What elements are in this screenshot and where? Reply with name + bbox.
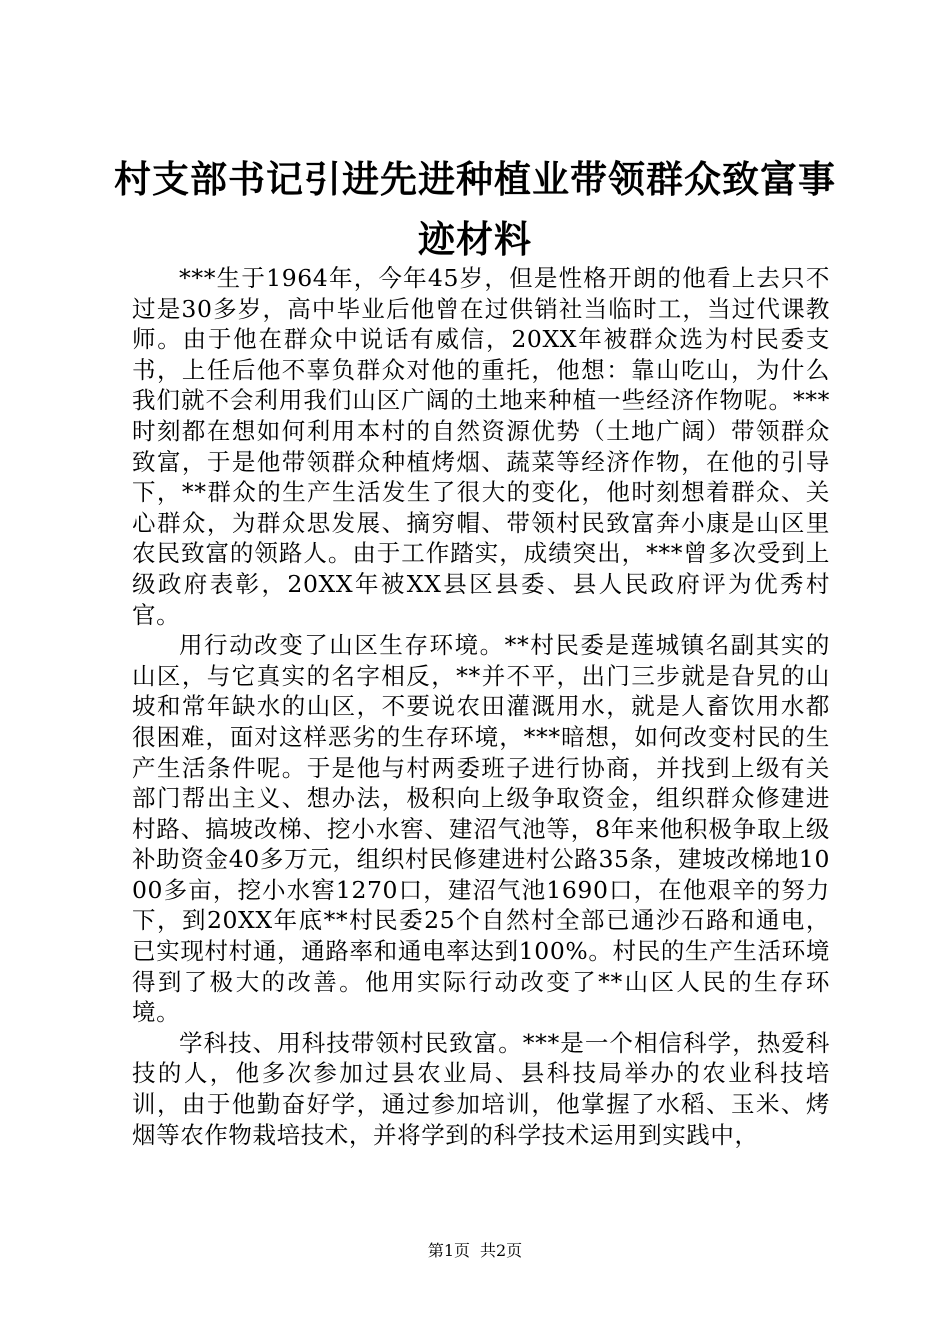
page-total: 共2页 xyxy=(480,1241,523,1260)
page-footer xyxy=(0,1240,950,1262)
paragraph-3: 学科技、用科技带领村民致富。***是一个相信科学，热爱科技的人，他多次参加过县农业局、县科技局举办的农业科技培训，由于他勤奋好学，通过参加培训，他掌握了水稻、玉米、烤烟等农作物栽培技术，并将学到的科学技术运用到实践中， xyxy=(132,1028,830,1149)
document-body xyxy=(132,263,830,1150)
paragraph-2: 用行动改变了山区生存环境。**村民委是莲城镇名副其实的山区，与它真实的名字相反，**并不平，出门三步就是旮旯的山坡和常年缺水的山区，不要说农田灌溉用水，就是人畜饮用水都很困难，面对这样恶劣的生存环境，***暗想，如何改变村民的生产生活条件呢。于是他与村两委班子进行协商，并找到上级有关部门帮出主义、想办法，极积向上级争取资金，组织群众修建进村路、搞坡改梯、挖小水窖、建沼气池等，8年来他积极争取上级补助资金40多万元，组织村民修建进村公路35条，建坡改梯地1000多亩，挖小水窖1270口，建沼气池1690口，在他艰辛的努力下，到20XX年底**村民委25个自然村全部已通沙石路和通电，已实现村村通，通路率和通电率达到100%。村民的生产生活环境得到了极大的改善。他用实际行动改变了**山区人民的生存环境。 xyxy=(132,631,830,1027)
document-title: 村支部书记引进先进种植业带领群众致富事迹材料 xyxy=(114,158,836,261)
paragraph-1: ***生于1964年，今年45岁，但是性格开朗的他看上去只不过是30多岁，高中毕业后他曾在过供销社当临时工，当过代课教师。由于他在群众中说话有威信，20XX年被群众选为村民委支书，上任后他不辜负群众对他的重托，他想：靠山吃山，为什么我们就不会利用我们山区广阔的土地来种植一些经济作物呢。***时刻都在想如何利用本村的自然资源优势（土地广阔）带领群众致富，于是他带领群众种植烤烟、蔬菜等经济作物，在他的引导下，**群众的生产生活发生了很大的变化，他时刻想着群众、关心群众，为群众思发展、摘穷帽、带领村民致富奔小康是山区里农民致富的领路人。由于工作踏实，成绩突出，***曾多次受到上级政府表彰，20XX年被XX县区县委、县人民政府评为优秀村官。 xyxy=(132,264,830,629)
page-number: 第1页 xyxy=(427,1241,470,1260)
